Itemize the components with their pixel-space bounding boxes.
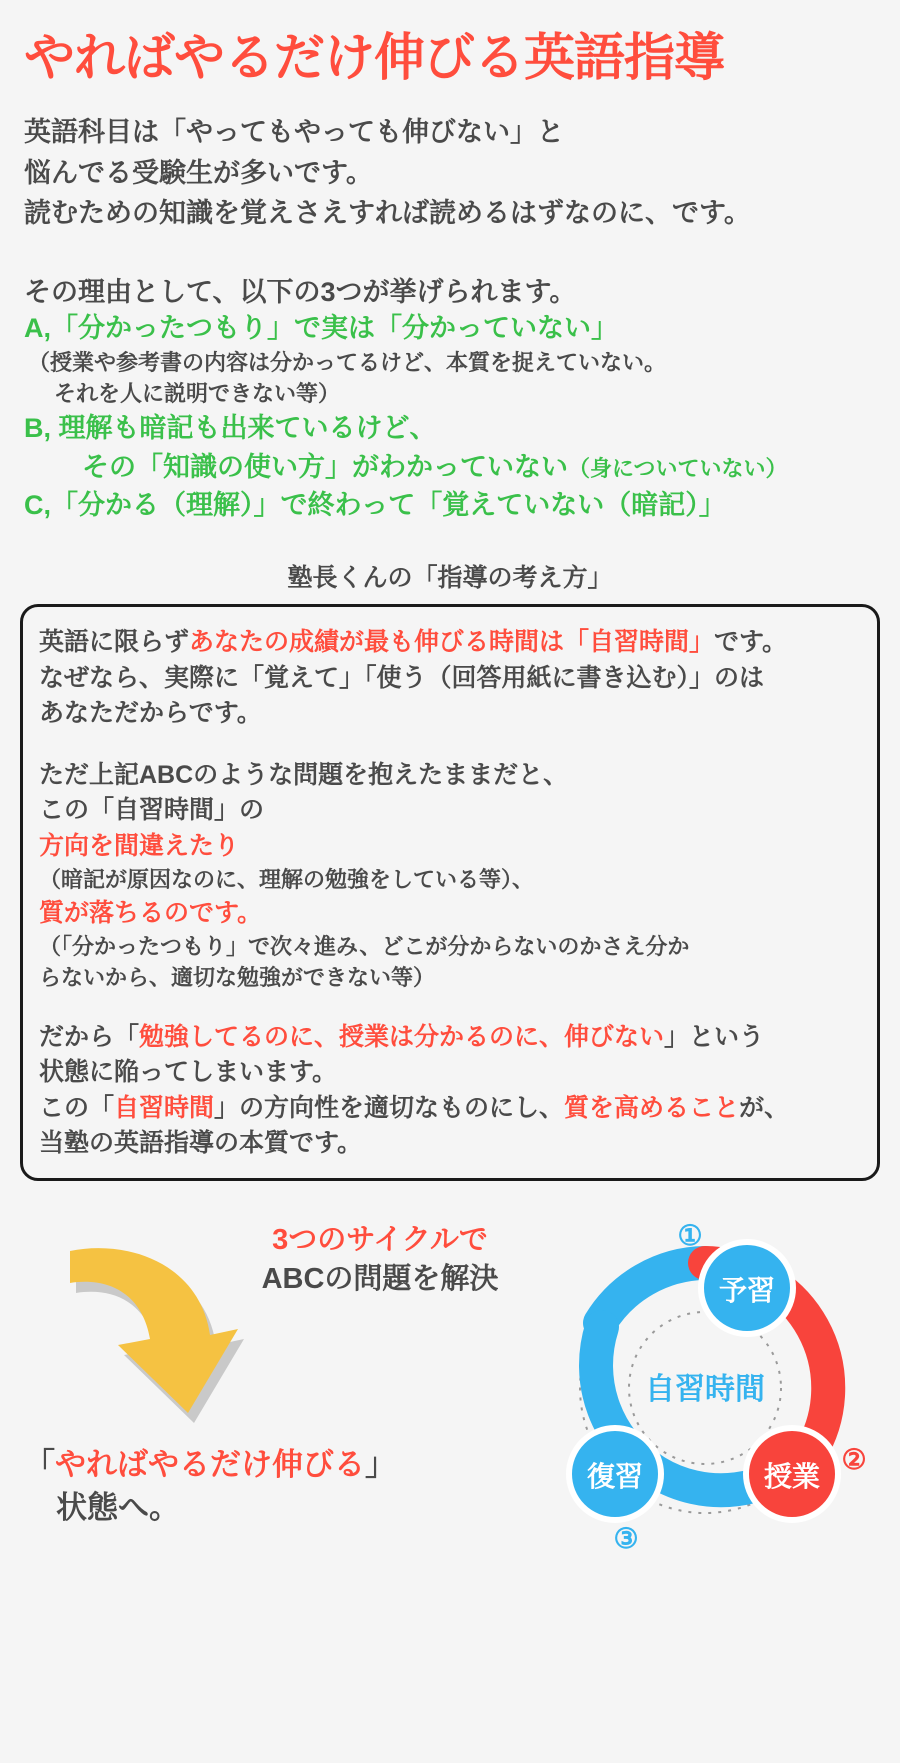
box-line-11-highlight: 勉強してるのに、授業は分かるのに、伸びない [139, 1022, 665, 1051]
final-quote-open: 「 [24, 1446, 55, 1482]
reason-a-label: A, [24, 312, 51, 343]
page-title: やればやるだけ伸びる英語指導 [24, 29, 725, 86]
box-line-3: あなただからです。 [39, 699, 262, 728]
box-line-13-e: が、 [739, 1093, 790, 1122]
box-spacer-2 [39, 994, 861, 1020]
cycle-node-1-label: 予習 [718, 1274, 776, 1306]
box-line-4: ただ上記ABCのような問題を抱えたままだと、 [39, 760, 569, 789]
intro-line-1: 英語科目は「やってもやっても伸びない」と [24, 117, 564, 148]
box-line-1-a: 英語に限らず [39, 628, 190, 657]
box-line-7: （暗記が原因なのに、理解の勉強をしている等）、 [39, 867, 535, 893]
box-line-1 [39, 625, 861, 661]
cycle-diagram [540, 1203, 870, 1563]
cycle-center-label: 自習時間 [645, 1372, 765, 1406]
box-spacer-1 [39, 732, 861, 758]
cycle-node-3-label: 復習 [586, 1460, 644, 1492]
box-line-10: らないから、適切な勉強ができない等） [39, 965, 436, 991]
final-line-1 [24, 1443, 396, 1486]
box-line-12: 状態に陥ってしまいます。 [39, 1058, 338, 1087]
cycle-node-2-label: 授業 [763, 1460, 821, 1492]
box-line-13-highlight-2: 質を高めること [564, 1093, 740, 1122]
reasons-lead: その理由として、以下の3つが挙げられます。 [24, 276, 577, 307]
reason-b-text2-note: （身についていない） [568, 455, 788, 481]
final-highlight: やればやるだけ伸びる [55, 1446, 365, 1482]
reason-a [20, 309, 880, 347]
reason-b-text2-wrap [24, 448, 880, 486]
box-line-13 [39, 1091, 861, 1127]
down-arrow-icon [60, 1243, 260, 1433]
box-line-11-a: だから「 [39, 1022, 140, 1051]
intro-line-3: 読むための知識を覚えさえすれば読めるはずなのに、です。 [24, 198, 751, 229]
reason-a-note-2: それを人に説明できない等） [54, 381, 341, 407]
box-line-1-c: です。 [714, 628, 788, 657]
box-line-11-c: 」という [664, 1022, 765, 1051]
box-line-8: 質が落ちるのです。 [39, 898, 263, 927]
reason-b-text2: その「知識の使い方」がわかっていない [82, 451, 568, 482]
box-line-5: この「自習時間」の [39, 796, 265, 825]
reason-c [20, 486, 880, 524]
cycle-caption-line-1: 3つのサイクルで [272, 1223, 488, 1256]
reason-a-notes [20, 347, 880, 409]
cycle-caption-line-2: ABCの問題を解決 [261, 1262, 499, 1295]
box-line-13-highlight-1: 自習時間 [114, 1093, 215, 1122]
cycle-node-2-number: ② [841, 1443, 867, 1475]
intro-paragraph [20, 112, 880, 234]
final-quote-close: 」 [365, 1446, 396, 1482]
intro-line-2: 悩んでる受験生が多いです。 [24, 157, 373, 188]
reason-b-label: B, [24, 413, 51, 444]
reason-a-text: 「分かったつもり」で実は「分かっていない」 [51, 312, 618, 343]
box-line-13-c: 」の方向性を適切なものにし、 [214, 1093, 565, 1122]
box-line-14: 当塾の英語指導の本質です。 [39, 1129, 363, 1158]
box-line-1-highlight: あなたの成績が最も伸びる時間は「自習時間」 [189, 628, 715, 657]
reason-c-text: 「分かる（理解）」で終わって「覚えていない（暗記）」 [51, 490, 726, 521]
philosophy-box [20, 604, 880, 1180]
box-line-13-a: この「 [39, 1093, 115, 1122]
reasons-list [20, 309, 880, 525]
box-line-6: 方向を間違えたり [39, 831, 240, 860]
cycle-caption [220, 1221, 540, 1299]
box-line-2: なぜなら、実際に「覚えて」「使う（回答用紙に書き込む）」のは [39, 663, 765, 692]
box-heading: 塾長くんの「指導の考え方」 [287, 564, 613, 593]
final-statement [24, 1443, 396, 1530]
box-line-11 [39, 1020, 861, 1056]
reason-b-text: 理解も暗記も出来ているけど、 [58, 413, 437, 444]
cycle-node-1-number: ① [677, 1219, 703, 1251]
box-line-9: （「分かったつもり」で次々進み、どこが分からないのかさえ分か [39, 934, 690, 960]
reason-a-note-1: （授業や参考書の内容は分かってるけど、本質を捉えていない。 [28, 349, 667, 375]
bottom-section [20, 1203, 880, 1573]
final-line-2: 状態へ。 [56, 1489, 180, 1525]
reason-b [20, 409, 880, 486]
reason-c-label: C, [24, 490, 51, 521]
cycle-node-3-number: ③ [613, 1522, 639, 1554]
